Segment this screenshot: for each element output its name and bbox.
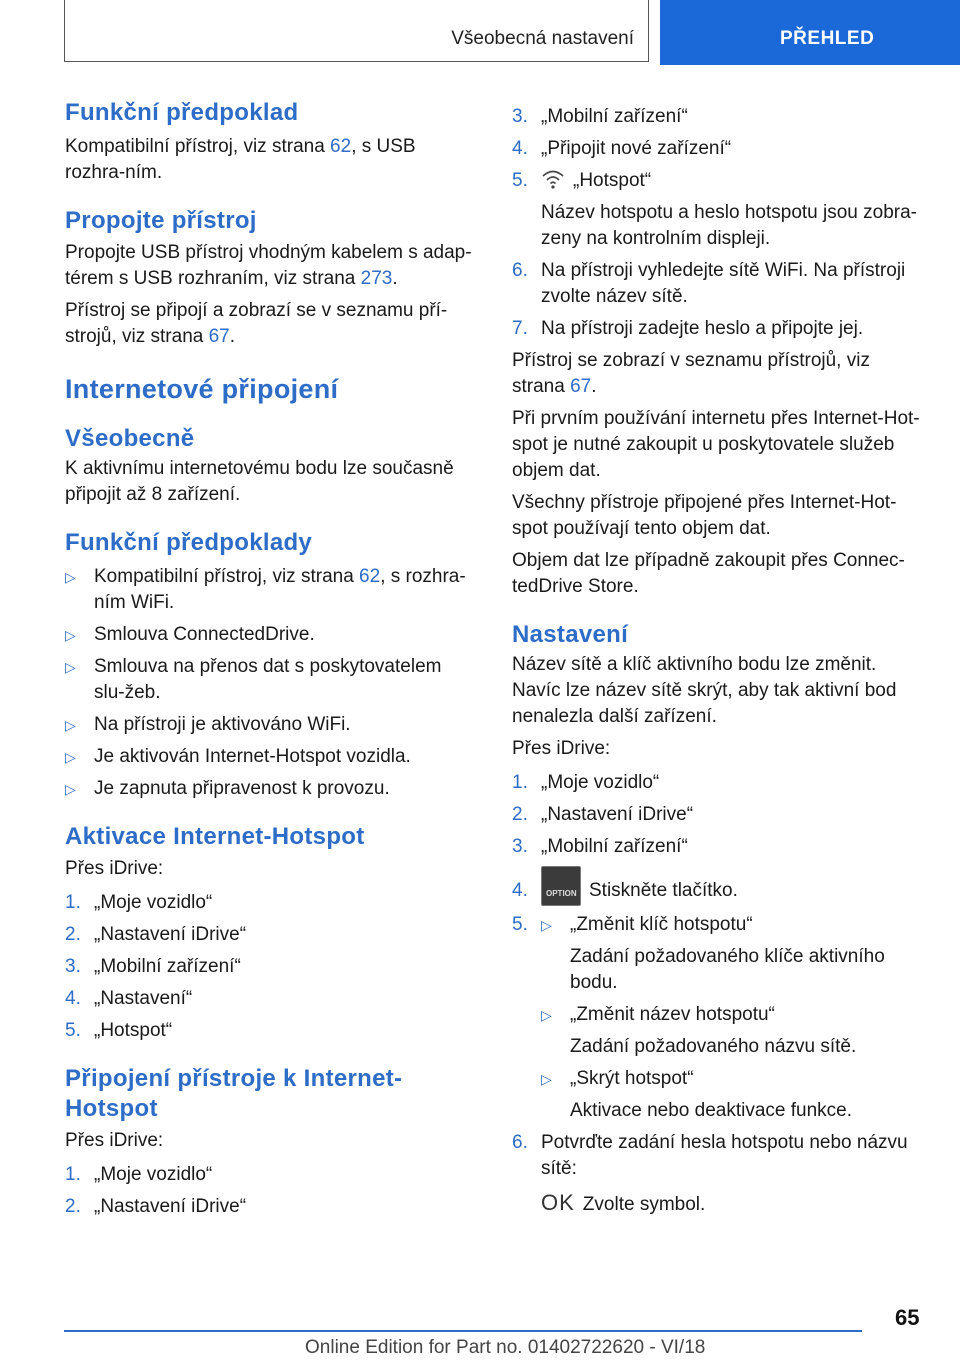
wifi-hotspot-icon xyxy=(541,168,565,190)
list-item: 1. „Moje vozidlo“ xyxy=(65,892,213,913)
page-link[interactable]: 67 xyxy=(570,376,592,397)
activate-steps-list xyxy=(65,890,477,1044)
paragraph: Propojte USB přístroj vhodným kabelem s adap-térem s USB rozhraním, viz strana 273. xyxy=(65,242,472,289)
triangle-bullet-icon: ▷ xyxy=(65,781,76,797)
list-item: ▷ Je zapnuta připravenost k provozu. xyxy=(65,776,477,802)
hotspot-options-list xyxy=(541,912,924,1124)
list-item: 5. „Hotspot“ xyxy=(65,1020,173,1041)
right-column xyxy=(512,104,924,1224)
list-item: 5. „Hotspot“ Název hotspotu a heslo hotspotu jsou zobra-zeny na kontrolním displeji. xyxy=(512,168,924,252)
heading-functional-prerequisite: Funkční předpoklad xyxy=(65,99,299,126)
triangle-bullet-icon: ▷ xyxy=(65,749,76,765)
step-description: Název hotspotu a heslo hotspotu jsou zobra-zeny na kontrolním displeji. xyxy=(541,202,918,249)
hotspot-steps-list xyxy=(512,104,924,162)
paragraph: Přes iDrive: xyxy=(512,738,611,759)
paragraph: K aktivnímu internetovému bodu lze současně připojit až 8 zařízení. xyxy=(65,458,454,505)
paragraph: Přes iDrive: xyxy=(65,858,164,879)
list-item: ▷ „Skrýt hotspot“ Aktivace nebo deaktivace funkce. xyxy=(541,1066,924,1124)
paragraph: Název sítě a klíč aktivního bodu lze změnit. Navíc lze název sítě skrýt, aby tak aktivní bod nenalezla další zařízení. xyxy=(512,654,897,727)
ok-icon: OK xyxy=(541,1190,575,1215)
page-number: 65 xyxy=(895,1305,920,1330)
overview-tab-label: PŘEHLED xyxy=(780,28,875,49)
heading-internet-connection: Internetové připojení xyxy=(65,374,339,404)
triangle-bullet-icon: ▷ xyxy=(65,569,76,585)
triangle-bullet-icon: ▷ xyxy=(541,1071,552,1087)
triangle-bullet-icon: ▷ xyxy=(65,659,76,675)
page-link[interactable]: 62 xyxy=(330,136,352,157)
option-description: Aktivace nebo deaktivace funkce. xyxy=(570,1100,853,1121)
list-item: 7. Na přístroji zadejte heslo a připojte jej. xyxy=(512,318,864,339)
list-item: 4. „Připojit nové zařízení“ xyxy=(512,138,732,159)
paragraph: Přes iDrive: xyxy=(65,1130,164,1151)
list-item: 3. „Mobilní zařízení“ xyxy=(65,956,241,977)
list-item: 1. „Moje vozidlo“ xyxy=(512,772,660,793)
page-link[interactable]: 67 xyxy=(208,326,230,347)
heading-general: Všeobecně xyxy=(65,425,195,452)
list-item: ▷ Smlouva na přenos dat s poskytovatelem slu-žeb. xyxy=(65,656,442,703)
list-item: 1. „Moje vozidlo“ xyxy=(65,1164,213,1185)
list-item: 4. „Nastavení“ xyxy=(65,988,193,1009)
list-item: ▷ Smlouva ConnectedDrive. xyxy=(65,622,477,648)
list-item: ▷ „Změnit název hotspotu“ Zadání požadovaného názvu sítě. xyxy=(541,1002,924,1060)
settings-step-6 xyxy=(512,1130,924,1218)
settings-steps-list xyxy=(512,770,924,860)
overview-tab[interactable] xyxy=(660,0,960,65)
list-item: 2. „Nastavení iDrive“ xyxy=(65,924,247,945)
list-item: ▷ Na přístroji je aktivováno WiFi. xyxy=(65,712,477,738)
paragraph: Přístroj se zobrazí v seznamu přístrojů, viz strana 67. xyxy=(512,350,870,397)
hotspot-steps-list xyxy=(512,258,924,342)
list-item: ▷ Kompatibilní přístroj, viz strana 62, s rozhra-ním WiFi. xyxy=(65,566,466,613)
triangle-bullet-icon: ▷ xyxy=(541,1007,552,1023)
list-item: 2. „Nastavení iDrive“ xyxy=(512,804,694,825)
triangle-bullet-icon: ▷ xyxy=(541,917,552,933)
list-item: 6. Potvrďte zadání hesla hotspotu nebo názvu sítě: OK Zvolte symbol. xyxy=(512,1132,908,1215)
page-link[interactable]: 62 xyxy=(359,566,381,587)
connect-steps-list xyxy=(65,1162,477,1220)
heading-connect-to-hotspot: Připojení přístroje k Internet-Hotspot xyxy=(65,1065,403,1122)
footer-divider xyxy=(64,1330,862,1332)
list-item: ▷ Je aktivován Internet-Hotspot vozidla. xyxy=(65,744,477,770)
list-item: 5. ▷ „Změnit klíč hotspotu“ Zadání požadovaného klíče aktivního bodu. ▷ „Změnit název hotspotu“ Zadání požadovaného názvu sítě. ▷ „Skrýt hotspot“ Aktivace nebo deaktivace funkce. xyxy=(512,912,924,1124)
footer-edition: Online Edition for Part no. 01402722620 - VI/18 xyxy=(305,1337,706,1358)
option-button-icon: OPTION xyxy=(541,866,581,906)
section-tab-label: Všeobecná nastavení xyxy=(451,28,634,49)
triangle-bullet-icon: ▷ xyxy=(65,717,76,733)
heading-connect-device: Propojte přístroj xyxy=(65,207,257,234)
paragraph: Při prvním používání internetu přes Internet-Hot-spot je nutné zakoupit u poskytovatele služeb objem dat. xyxy=(512,408,920,481)
option-description: Zadání požadovaného názvu sítě. xyxy=(570,1036,857,1057)
list-item: 3. „Mobilní zařízení“ xyxy=(512,106,688,127)
left-column xyxy=(65,98,477,1226)
paragraph: Přístroj se připojí a zobrazí se v seznamu pří-strojů, viz strana 67. xyxy=(65,300,448,347)
heading-activate-hotspot: Aktivace Internet-Hotspot xyxy=(65,823,365,850)
list-item: 4. OPTION Stiskněte tlačítko. xyxy=(512,866,924,906)
paragraph: Kompatibilní přístroj, viz strana 62, s USB rozhra-ním. xyxy=(65,136,416,183)
heading-functional-prerequisites: Funkční předpoklady xyxy=(65,529,313,556)
heading-settings: Nastavení xyxy=(512,621,629,648)
option-description: Zadání požadovaného klíče aktivního bodu. xyxy=(570,946,885,993)
list-item: 6. Na přístroji vyhledejte sítě WiFi. Na přístroji zvolte název sítě. xyxy=(512,260,906,307)
hotspot-step-5 xyxy=(512,168,924,252)
page-header xyxy=(0,0,960,65)
page-link[interactable]: 273 xyxy=(360,268,393,289)
settings-step-4 xyxy=(512,866,924,906)
list-item: 2. „Nastavení iDrive“ xyxy=(65,1196,247,1217)
triangle-bullet-icon: ▷ xyxy=(65,627,76,643)
settings-step-5 xyxy=(512,912,924,1124)
section-tab[interactable] xyxy=(64,0,649,62)
list-item: ▷ „Změnit klíč hotspotu“ Zadání požadovaného klíče aktivního bodu. xyxy=(541,912,924,996)
paragraph: Všechny přístroje připojené přes Internet-Hot-spot používají tento objem dat. xyxy=(512,492,897,539)
paragraph: Objem dat lze případně zakoupit přes Connec-tedDrive Store. xyxy=(512,550,905,597)
list-item: 3. „Mobilní zařízení“ xyxy=(512,836,688,857)
requirements-list xyxy=(65,564,477,802)
